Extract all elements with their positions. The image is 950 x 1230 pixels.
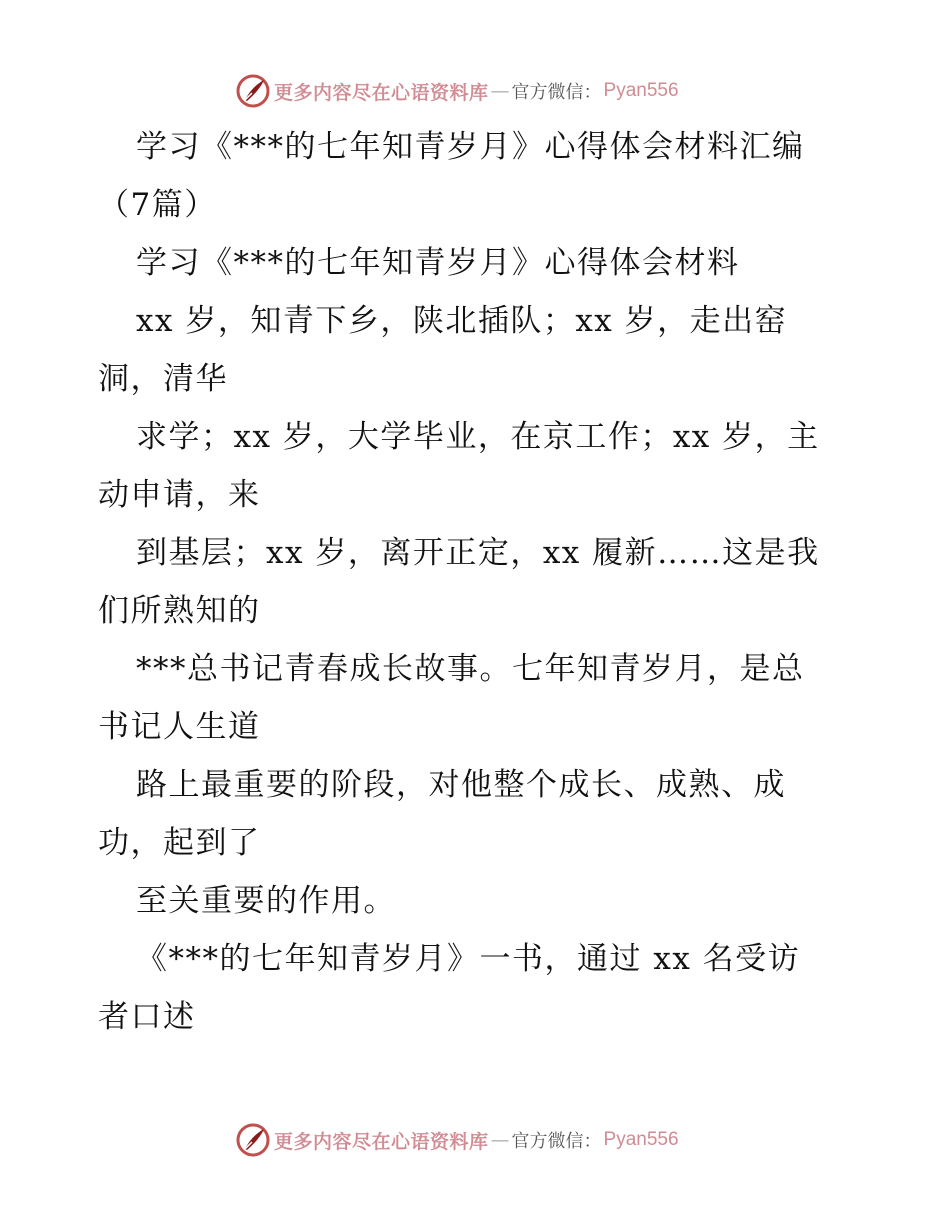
text-line: 到基层；xx 岁，离开正定，xx 履新……这是我 (136, 535, 820, 571)
banner-wechat-label: 官方微信： (511, 82, 602, 103)
text-line: 学习《***的七年知青岁月》心得体会材料汇编 (136, 129, 805, 165)
text-line: 求学；xx 岁，大学毕业，在京工作；xx 岁，主 (136, 419, 820, 455)
banner-text: 更多内容尽在心语资料库 (274, 1130, 489, 1153)
text-line: 书记人生道 (98, 709, 261, 745)
banner-dash: — (490, 1129, 510, 1151)
text-line: （7篇） (98, 187, 217, 223)
text-line: xx 岁，知青下乡，陕北插队；xx 岁，走出窑 (136, 303, 788, 339)
text-line: ***总书记青春成长故事。七年知青岁月，是总 (136, 651, 805, 687)
text-line: 动申请，来 (98, 477, 261, 513)
header-banner (236, 73, 679, 109)
quill-logo-icon (236, 74, 270, 108)
banner-wechat-id: Pyan556 (603, 1129, 679, 1150)
banner-wechat-id: Pyan556 (603, 80, 679, 101)
text-line: 至关重要的作用。 (136, 883, 396, 919)
footer-banner (236, 1122, 679, 1158)
text-line: 路上最重要的阶段，对他整个成长、成熟、成 (136, 767, 786, 803)
text-line: 《***的七年知青岁月》一书，通过 xx 名受访 (136, 941, 801, 977)
quill-logo-icon (236, 1123, 270, 1157)
text-line: 们所熟知的 (98, 593, 261, 629)
text-line: 功，起到了 (98, 825, 261, 861)
text-line: 学习《***的七年知青岁月》心得体会材料 (136, 245, 740, 281)
banner-wechat-label: 官方微信： (511, 1131, 602, 1152)
text-line: 洞，清华 (98, 361, 228, 397)
banner-text: 更多内容尽在心语资料库 (274, 81, 489, 104)
document-body (98, 118, 858, 1046)
text-line: 者口述 (98, 999, 196, 1035)
banner-dash: — (490, 80, 510, 102)
